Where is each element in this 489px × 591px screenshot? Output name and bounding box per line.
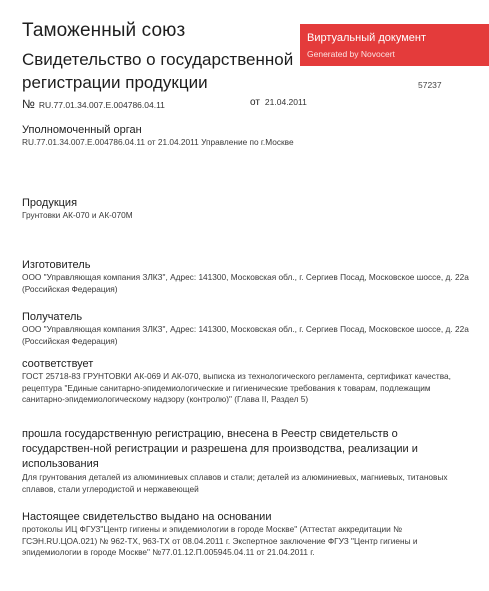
manufacturer-heading: Изготовитель — [22, 259, 91, 271]
document-title: Свидетельство о государственной регистрации продукции — [22, 50, 294, 92]
recipient-section — [22, 311, 472, 347]
authority-section — [22, 124, 472, 149]
number-symbol: № — [22, 97, 35, 111]
conforms-heading: соответствует — [22, 358, 94, 370]
product-text: Грунтовки АК-070 и АК-070М — [22, 210, 133, 220]
certificate-number: RU.77.01.34.007.E.004786.04.11 — [38, 100, 165, 110]
certificate-date: 21.04.2011 — [264, 97, 307, 107]
product-section — [22, 197, 472, 222]
manufacturer-text: ООО "Управляющая компания ЗЛКЗ", Адрес: 141300, Московская обл., г. Сергиев Посад, Московское шоссе, д. 22а (Российская Федерация) — [22, 272, 469, 294]
authority-text: RU.77.01.34.007.E.004786.04.11 от 21.04.2011 Управление по г.Москве — [22, 137, 294, 147]
basis-text: протоколы ИЦ ФГУЗ"Центр гигиены и эпидемиологии в городе Москве" (Аттестат аккредитации № ГСЭН.RU.ЦОА.021) № 962-ТХ, 963-ТХ от 08.04.2011 г. Экспертное заключение ФГУЗ "Центр гигиены и эпидемиологии в городе Москве" №77.01.12.П.005945.04.11 от 21.04.2011 г. — [22, 524, 418, 557]
date-label: от — [250, 97, 260, 108]
banner-title: Виртуальный документ — [307, 32, 426, 44]
registration-heading: прошла государственную регистрацию, внесена в Реестр свидетельств о государствен-ной регистрации и разрешена для производства, реализации и использования — [22, 428, 418, 470]
manufacturer-section — [22, 259, 472, 295]
conforms-text: ГОСТ 25718-83 ГРУНТОВКИ АК-069 И АК-070, выписка из технологического регламента, сертификат качества, рецептура "Единые санитарно-эпидемиологические и гигиенические требования к товарам, подлежащим санитарно-эпидемиологическому надзору (контролю)" (Глава II, Раздел 5) — [22, 371, 451, 404]
certificate-number-row — [22, 97, 165, 111]
document-code: 57237 — [418, 80, 442, 90]
authority-heading: Уполномоченный орган — [22, 124, 142, 136]
basis-section — [22, 511, 472, 559]
virtual-document-banner — [300, 24, 489, 66]
certificate-date-row — [250, 97, 307, 108]
basis-heading: Настоящее свидетельство выдано на основании — [22, 511, 272, 523]
recipient-heading: Получатель — [22, 311, 83, 323]
union-heading: Таможенный союз — [22, 20, 186, 41]
recipient-text: ООО "Управляющая компания ЗЛКЗ", Адрес: 141300, Московская обл., г. Сергиев Посад, Московское шоссе, д. 22а (Российская Федерация) — [22, 324, 469, 346]
conforms-section — [22, 358, 472, 406]
registration-section — [22, 427, 472, 495]
banner-subtitle: Generated by Novocert — [307, 49, 395, 59]
registration-text: Для грунтования деталей из алюминиевых сплавов и стали; деталей из алюминиевых, магниевых, титановых сплавов, стали углеродистой и нержавеющей — [22, 472, 448, 494]
product-heading: Продукция — [22, 197, 78, 209]
